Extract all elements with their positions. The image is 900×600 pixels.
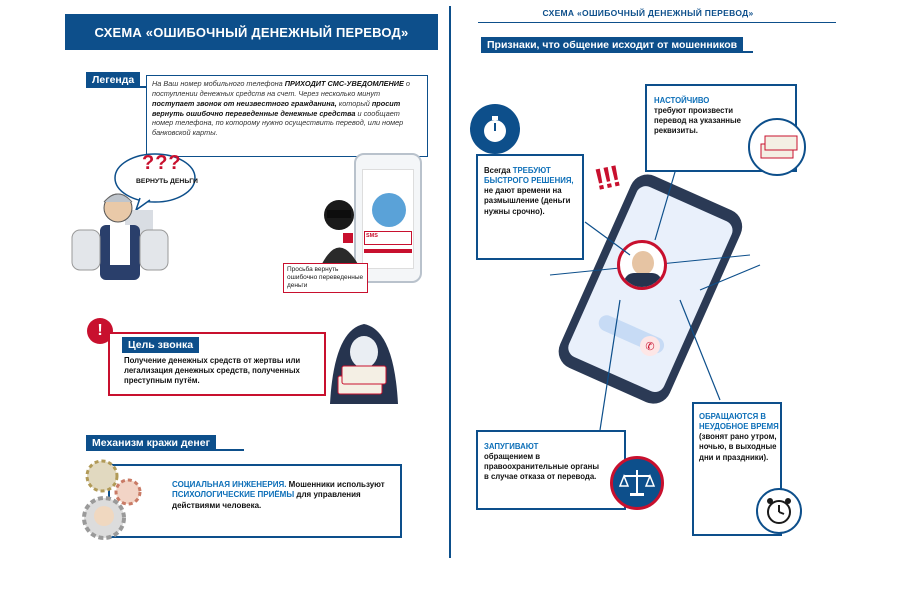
- legend-tag: Легенда: [86, 72, 140, 88]
- legend-box: На Ваш номер мобильного телефона ПРИХОДИТ СМС-УВЕДОМЛЕНИЕ о поступлении денежных средств на счет. Через несколько минут поступает звонок от неизвестного гражданина, который просит вернуть ошибочно переведенные денежные средства и сообщает номер телефона, по которому нужно осуществить перевод, или номер банковской карты.: [146, 75, 428, 157]
- page-title: СХЕМА «ОШИБОЧНЫЙ ДЕНЕЖНЫЙ ПЕРЕВОД»: [65, 14, 438, 50]
- money-icon: [748, 118, 806, 176]
- exclamation-marks: !!!: [591, 159, 623, 198]
- urgency-text: Всегда ТРЕБУЮТ БЫСТРОГО РЕШЕНИЯ, не дают времени на размышление (деньги нужны срочно).: [484, 166, 574, 216]
- scales-icon: [610, 456, 664, 510]
- intimidate-text: ЗАПУГИВАЮТ обращением в правоохранительные органы в случае отказа от перевода.: [484, 442, 600, 482]
- question-marks: ???: [142, 152, 182, 174]
- goal-text: Получение денежных средств от жертвы или легализация денежных средств, полученных преступным путём.: [124, 356, 301, 386]
- signs-tag: Признаки, что общение исходит от мошенников: [481, 37, 743, 53]
- victim-speech: ВЕРНУТЬ ДЕНЬГИ: [136, 178, 198, 185]
- goal-tag: Цель звонка: [122, 337, 199, 353]
- scammer-note: Просьба вернуть ошибочно переведенные деньги: [283, 263, 368, 293]
- mechanism-tag: Механизм кражи денег: [86, 435, 216, 451]
- persistent-text: НАСТОЙЧИВО требуют произвести перевод на указанные реквизиты.: [654, 96, 742, 136]
- sms-badge: SMS: [364, 231, 412, 245]
- stopwatch-icon: [470, 104, 520, 154]
- alarm-clock-icon: [756, 488, 802, 534]
- right-page-header: СХЕМА «ОШИБОЧНЫЙ ДЕНЕЖНЫЙ ПЕРЕВОД»: [542, 8, 754, 18]
- inconvenient-text: ОБРАЩАЮТСЯ В НЕУДОБНОЕ ВРЕМЯ (звонят рано утром, ночью, в выходные дни и праздники).: [699, 412, 779, 462]
- mechanism-text: СОЦИАЛЬНАЯ ИНЖЕНЕРИЯ. Мошенники используют ПСИХОЛОГИЧЕСКИЕ ПРИЁМЫ для управления действиями человека.: [172, 480, 385, 510]
- phone-call-icon: ✆: [640, 336, 660, 356]
- alert-icon: !: [87, 318, 113, 344]
